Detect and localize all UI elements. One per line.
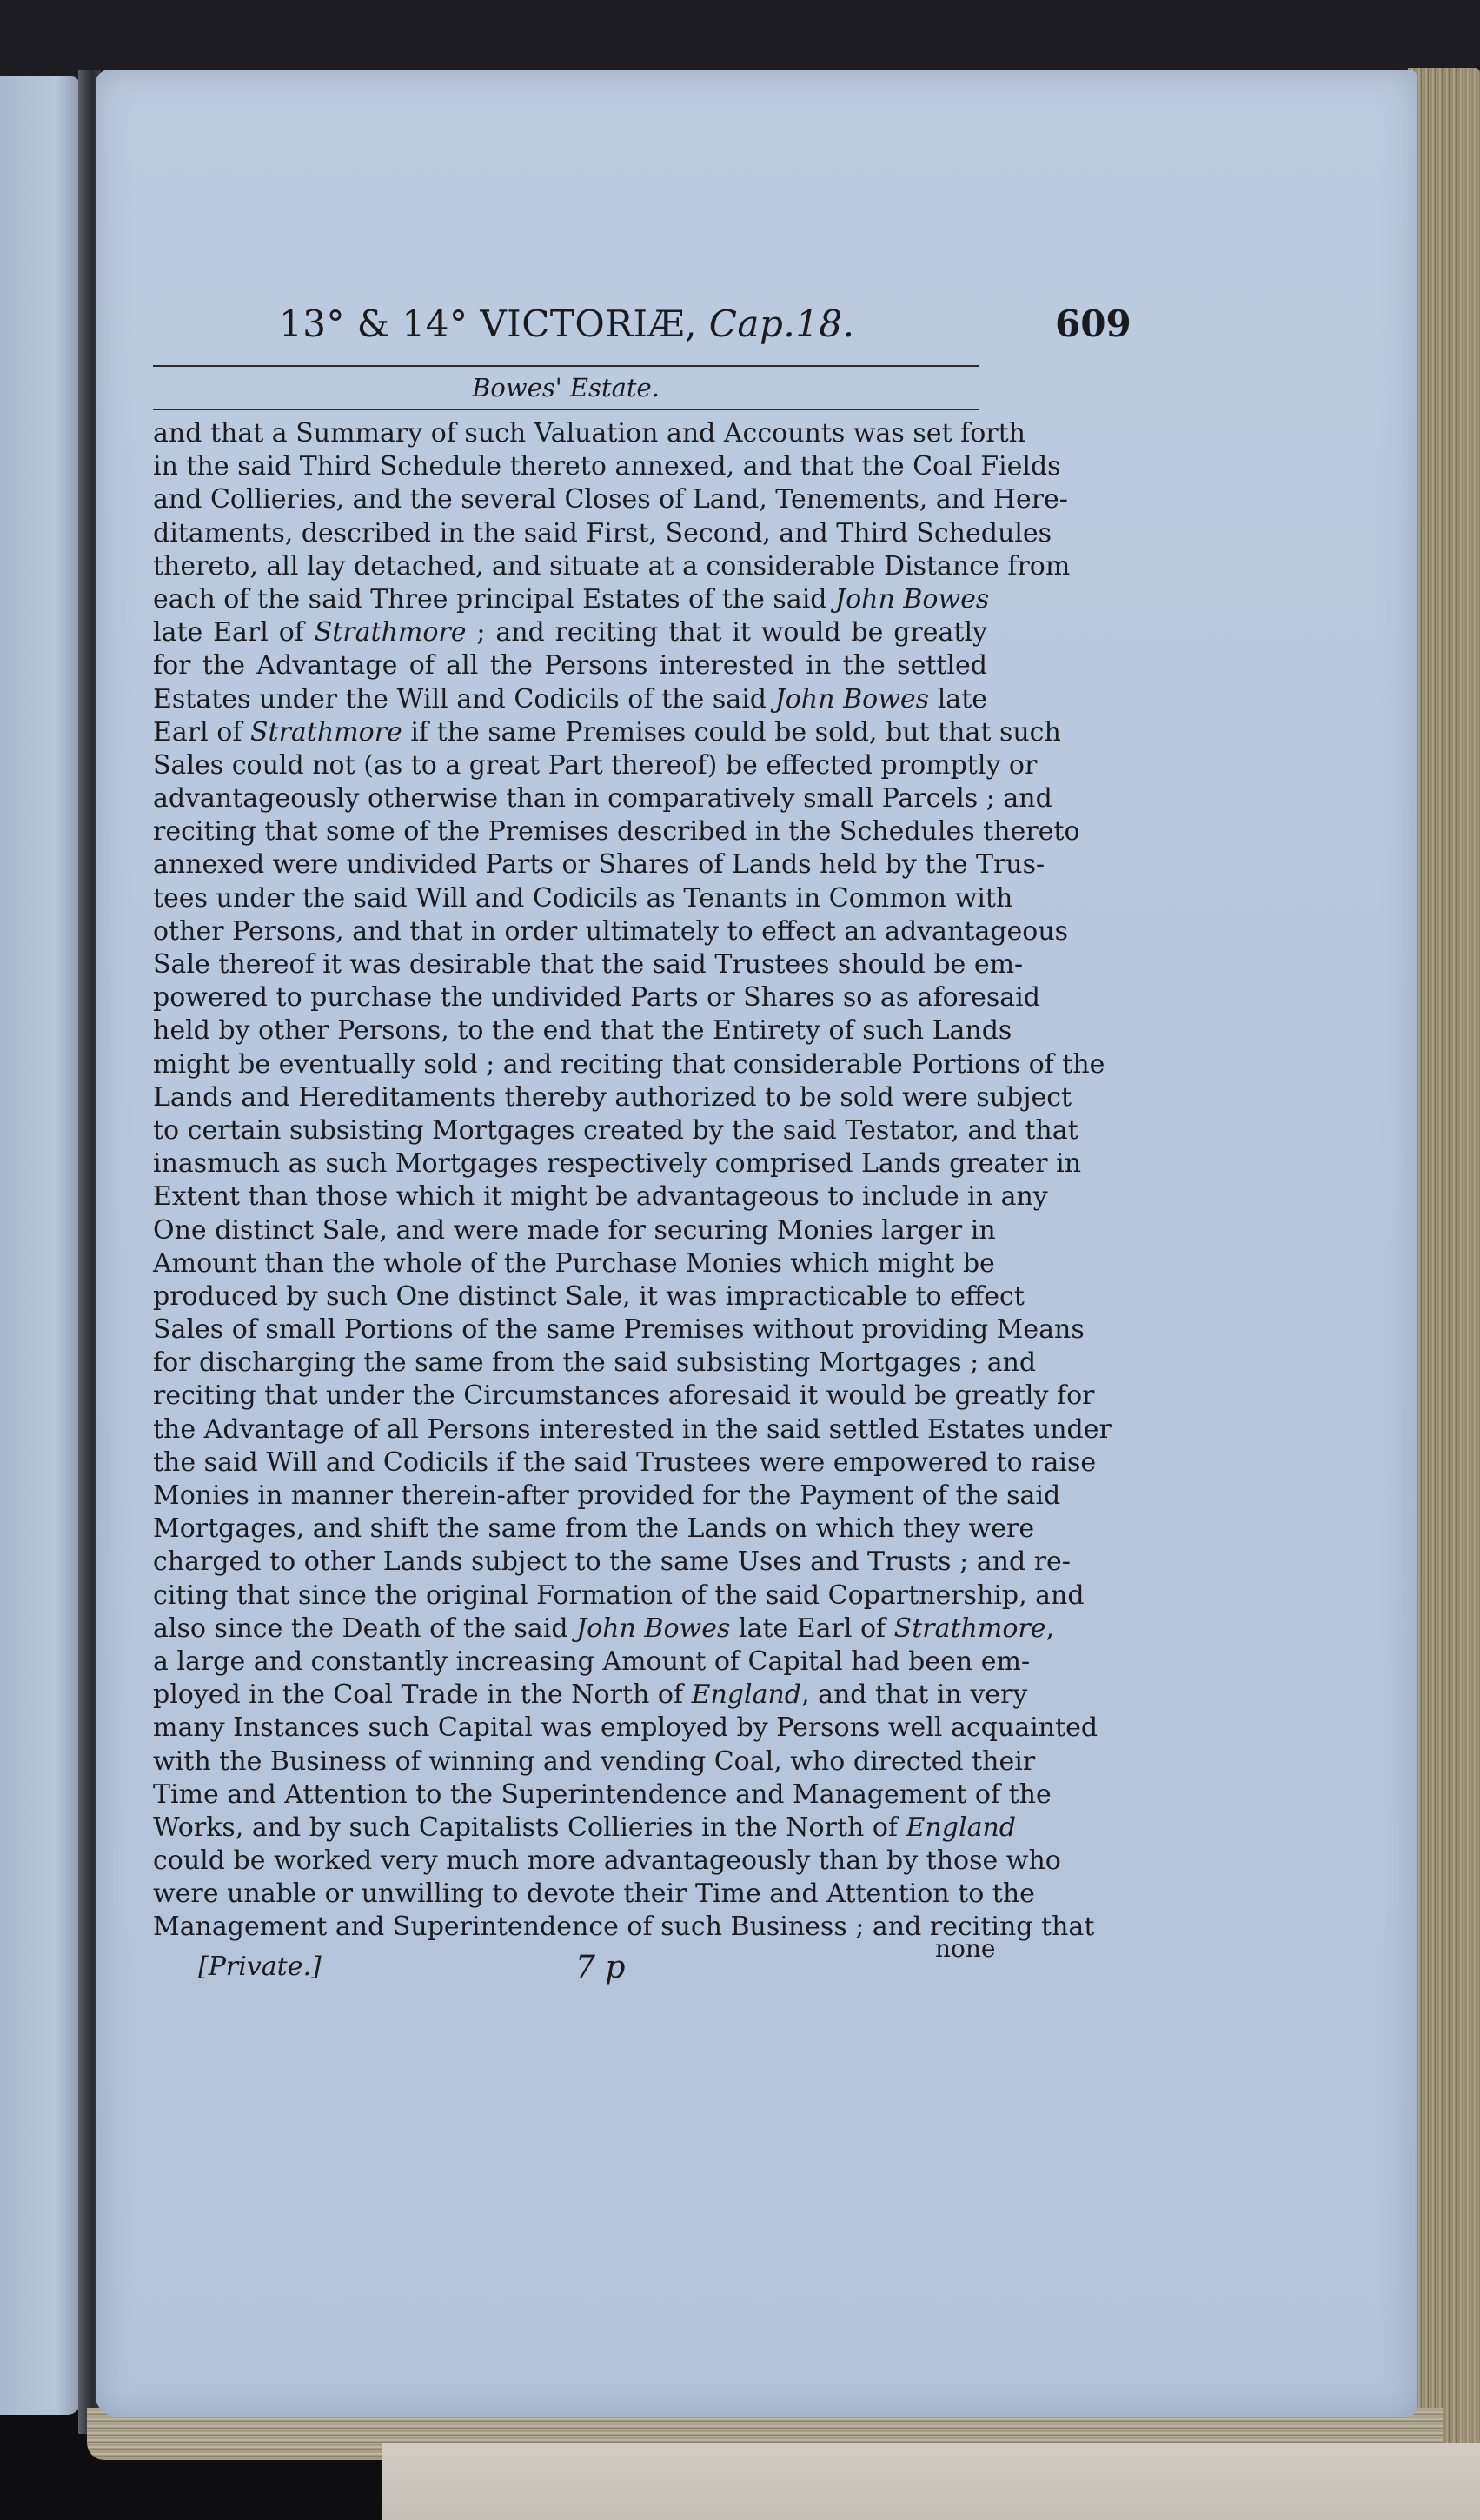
- facing-page-edge: [0, 76, 80, 2415]
- text-line: thereto, all lay detached, and situate at a considerable Distance from: [153, 550, 1071, 582]
- text-line: and that a Summary of such Valuation and Accounts was set forth: [153, 418, 1025, 449]
- text-line: Sale thereof it was desirable that the said Trustees should be em-: [153, 949, 1024, 980]
- text-line: tees under the said Will and Codicils as Tenants in Common with: [153, 882, 1013, 914]
- regnal-year: 13° & 14° VICTORIÆ,: [279, 303, 697, 345]
- text-line: citing that since the original Formation of the said Copartnership, and: [153, 1579, 1085, 1611]
- text-line: Management and Superintendence of such Business ; and reciting that: [153, 1912, 1095, 1943]
- text-line: also since the Death of the said John Bowes late Earl of Strathmore,: [153, 1612, 1055, 1644]
- text-line: ployed in the Coal Trade in the North of England, and that in very: [153, 1679, 1028, 1711]
- text-line: Time and Attention to the Superintendence and Management of the: [153, 1779, 1052, 1810]
- page-stack-edge: [1408, 68, 1480, 2450]
- section-heading: Bowes' Estate.: [472, 373, 660, 402]
- text-line: each of the said Three principal Estates of the said John Bowes: [153, 583, 990, 615]
- text-line: could be worked very much more advantageously than by those who: [153, 1845, 1061, 1877]
- text-line: Earl of Strathmore if the same Premises could be sold, but that such: [153, 716, 1061, 748]
- chapter-number: Cap.18.: [708, 303, 855, 345]
- backing-paper: [382, 2443, 1480, 2520]
- running-head: [153, 296, 1213, 365]
- text-line: for discharging the same from the said subsisting Mortgages ; and: [153, 1347, 1037, 1379]
- text-line: for the Advantage of all the Persons interested in the settled: [153, 650, 987, 682]
- text-line: and Collieries, and the several Closes of Land, Tenements, and Here-: [153, 484, 1068, 515]
- text-line: Mortgages, and shift the same from the Lands on which they were: [153, 1513, 1035, 1545]
- text-line: might be eventually sold ; and reciting that considerable Portions of the: [153, 1048, 1105, 1080]
- text-line: were unable or unwilling to devote their Time and Attention to the: [153, 1878, 1035, 1910]
- text-line: the Advantage of all Persons interested in the said settled Estates under: [153, 1413, 1112, 1445]
- text-line: Extent than those which it might be advantageous to include in any: [153, 1181, 1048, 1213]
- text-line: with the Business of winning and vending Coal, who directed their: [153, 1745, 1036, 1777]
- text-line: held by other Persons, to the end that the Entirety of such Lands: [153, 1015, 1012, 1047]
- text-line: Sales of small Portions of the same Premises without providing Means: [153, 1314, 1085, 1346]
- text-line: reciting that under the Circumstances aforesaid it would be greatly for: [153, 1380, 1095, 1412]
- text-line: Works, and by such Capitalists Collieries in the North of England: [153, 1812, 1017, 1843]
- text-line: the said Will and Codicils if the said Trustees were empowered to raise: [153, 1446, 1097, 1478]
- text-line: ditaments, described in the said First, Second, and Third Schedules: [153, 517, 1052, 549]
- private-act-label: [Private.]: [198, 1951, 322, 1982]
- text-line: One distinct Sale, and were made for securing Monies larger in: [153, 1214, 996, 1246]
- document-page: [96, 70, 1417, 2417]
- text-line: in the said Third Schedule thereto annexed, and that the Coal Fields: [153, 451, 1061, 482]
- text-line: produced by such One distinct Sale, it was impracticable to effect: [153, 1280, 1025, 1312]
- text-line: Sales could not (as to a great Part thereof) be effected promptly or: [153, 749, 1038, 781]
- page-footer: [153, 1933, 1022, 1998]
- text-line: charged to other Lands subject to the same Uses and Trusts ; and re-: [153, 1546, 1071, 1578]
- text-line: many Instances such Capital was employed by Persons well acquainted: [153, 1712, 1098, 1744]
- text-line: annexed were undivided Parts or Shares of Lands held by the Trus-: [153, 849, 1045, 881]
- page-content: [153, 296, 1132, 1998]
- text-line: late Earl of Strathmore ; and reciting that it would be greatly: [153, 617, 987, 648]
- text-line: Estates under the Will and Codicils of the said John Bowes late: [153, 683, 987, 715]
- text-line: to certain subsisting Mortgages created by the said Testator, and that: [153, 1114, 1078, 1146]
- text-line: advantageously otherwise than in comparatively small Parcels ; and: [153, 783, 1052, 815]
- text-line: reciting that some of the Premises described in the Schedules thereto: [153, 816, 1080, 848]
- text-line: a large and constantly increasing Amount of Capital had been em-: [153, 1646, 1031, 1677]
- text-line: Lands and Hereditaments thereby authorized to be sold were subject: [153, 1081, 1072, 1113]
- text-line: Monies in manner therein-after provided for the Payment of the said: [153, 1480, 1061, 1511]
- text-line: other Persons, and that in order ultimately to effect an advantageous: [153, 915, 1069, 947]
- page-number: 609: [1055, 303, 1132, 345]
- running-head-title: [279, 303, 855, 345]
- body-text: [153, 417, 1112, 1945]
- text-line: inasmuch as such Mortgages respectively comprised Lands greater in: [153, 1148, 1082, 1180]
- catchword: none: [935, 1933, 996, 1963]
- header-rule-bottom: [153, 409, 979, 410]
- signature-mark: 7 p: [575, 1949, 626, 1985]
- text-line: Amount than the whole of the Purchase Monies which might be: [153, 1247, 995, 1279]
- text-line: powered to purchase the undivided Parts or Shares so as aforesaid: [153, 982, 1040, 1014]
